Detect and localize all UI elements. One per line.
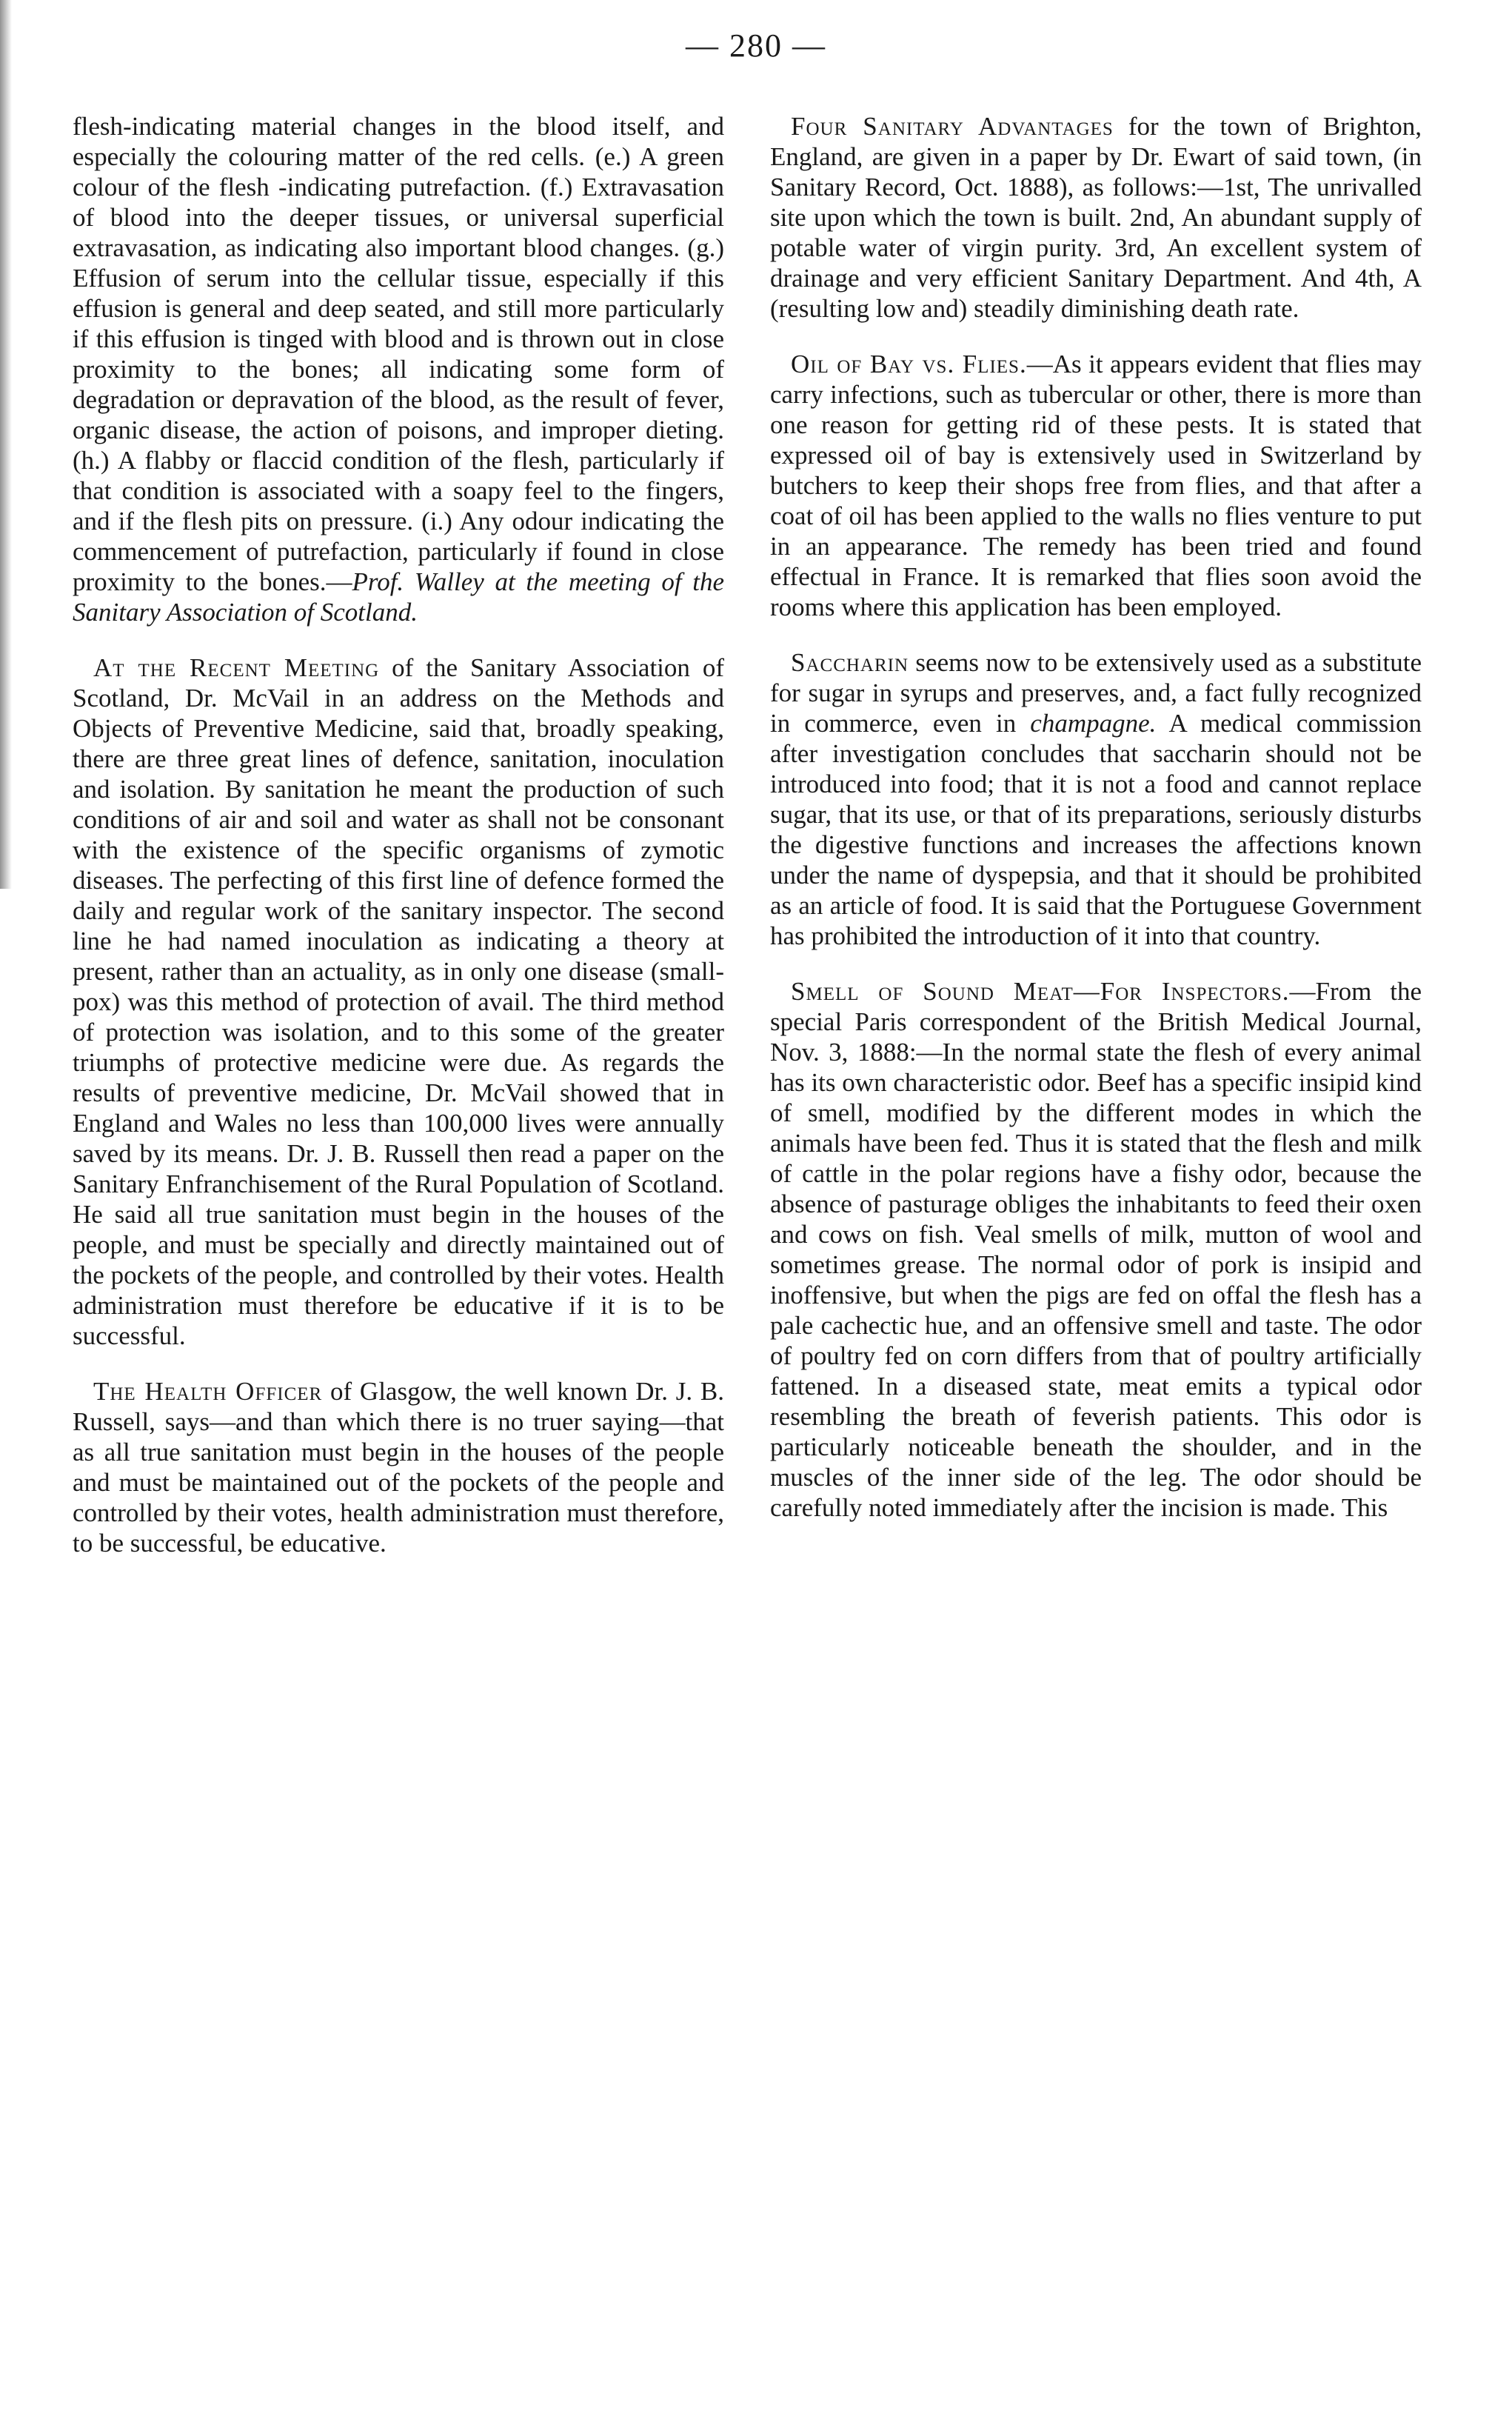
paragraph-saccharin (770, 647, 1422, 951)
paragraph-body: A medical commission after investigation concludes that saccharin should not be introduced into food; that it is not a food and cannot replace sugar, that its use, or that of its preparations, seriously disturbs the digestive functions and increases the affections known under the name of dyspepsia, and that it should be prohibited as an article of food. It is said that the Portuguese Government has prohibited the introduction of it into that country. (770, 709, 1422, 950)
paragraph-smell-of-meat (770, 976, 1422, 1523)
paragraph-body: flesh-indicating material changes in the blood itself, and especially the colouring matter of the red cells. (e.) A green colour of the flesh -indicating putrefaction. (f.) Extravasation of blood into the deeper tissues, or universal superficial extravasation, as indicating also important blood changes. (g.) Effusion of serum into the cellular tissue, especially if this effusion is general and deep seated, and still more particularly if this effusion is tinged with blood and is thrown out in close proximity to the bones; all indicating some form of degradation or depravation of the blood, as the result of fever, organic disease, the action of poisons, and improper dieting. (h.) A flabby or flaccid condition of the flesh, particularly if that condition is associated with a soapy feel to the fingers, and if the flesh pits on pressure. (i.) Any odour indicating the commencement of putrefaction, particularly if found in close proximity to the bones.— (73, 112, 724, 596)
paragraph-lead: Four Sanitary Advantages (791, 112, 1114, 141)
paragraph-lead: Smell of Sound Meat—For Inspectors. (791, 977, 1290, 1006)
paragraph-oil-of-bay (770, 349, 1422, 622)
paragraph-body: —As it appears evident that flies may carry infections, such as tubercular or other, there is more than one reason for getting rid of these pests. It is stated that expressed oil of bay is extensively used in Switzerland by butchers to keep their shops free from flies, and that after a coat of oil has been applied to the walls no flies venture to put in an appearance. The remedy has been tried and found effectual in France. It is remarked that flies soon avoid the rooms where this application has been employed. (770, 350, 1422, 621)
paragraph-sanitary-advantages (770, 111, 1422, 324)
paragraph-body: for the town of Brighton, England, are given in a paper by Dr. Ewart of said town, (in Sanitary Record, Oct. 1888), as follows:—1st, The unrivalled site upon which the town is built. 2nd, An abundant supply of potable water of virgin purity. 3rd, An excellent system of drainage and very efficient Sanitary Department. And 4th, A (resulting low and) steadily diminishing death rate. (770, 112, 1422, 323)
page-gutter-shadow (0, 0, 12, 889)
paragraph-body: of the Sanitary Association of Scotland, Dr. McVail in an address on the Methods and Objects of Preventive Medicine, said that, broadly speaking, there are three great lines of defence, sanitation, inoculation and isolation. By sanitation he meant the production of such conditions of air and soil and water as shall not be consonant with the existence of the specific organisms of zymotic diseases. The perfecting of this first line of defence formed the daily and regular work of the sanitary inspector. The second line he had named inoculation as indicating a theory at present, rather than an actuality, as in only one disease (small-pox) was this method of protection of avail. The third method of protection was isolation, and to this some of the greater triumphs of protective medicine were due. As regards the results of preventive medicine, Dr. McVail showed that in England and Wales no less than 100,000 lives were annually saved by its means. Dr. J. B. Russell then read a paper on the Sanitary Enfranchisement of the Rural Population of Scotland. He said all true sanitation must begin in the houses of the people, and must be specially and directly maintained out of the pockets of the people, and controlled by their votes. Health administration must therefore be educative if it is to be successful. (73, 653, 724, 1350)
left-column (73, 111, 724, 1584)
paragraph-lead: At the Recent Meeting (93, 653, 380, 682)
right-column (770, 111, 1422, 1548)
citation: Prof. Walley at the meeting of the Sanitary Association of Scotland. (73, 567, 724, 627)
paragraph-lead: Oil of Bay vs. Flies. (791, 350, 1027, 378)
paragraph-flesh-indications (73, 111, 724, 627)
paragraph-health-officer (73, 1376, 724, 1558)
paragraph-sanitary-meeting (73, 653, 724, 1351)
page-number: — 280 — (686, 27, 826, 64)
emphasis-champagne: champagne. (1030, 709, 1157, 738)
paragraph-lead: The Health Officer (93, 1377, 323, 1406)
paragraph-body: —From the special Paris correspondent of the British Medical Journal, Nov. 3, 1888:—In the normal state the flesh of every animal has its own characteristic odor. Beef has a specific insipid kind of smell, modified by the different modes in which the animals have been fed. Thus it is stated that the flesh and milk of cattle in the polar regions have a fishy odor, because the absence of pasturage obliges the inhabitants to feed their oxen and cows on fish. Veal smells of milk, mutton of wool and sometimes grease. The normal odor of pork is insipid and inoffensive, but when the pigs are fed on offal the flesh has a pale cachectic hue, and an offensive smell and taste. The odor of poultry fed on corn differs from that of poultry artificially fattened. In a diseased state, meat emits a typical odor resembling the breath of feverish patients. This odor is particularly noticeable beneath the shoulder, and in the muscles of the inner side of the leg. The odor should be carefully noted immediately after the incision is made. This (770, 977, 1422, 1522)
paragraph-body: of Glasgow, the well known Dr. J. B. Russell, says—and than which there is no truer saying—that as all true sanitation must begin in the houses of the people and must be maintained out of the pockets of the people and controlled by their votes, health administration must therefore, to be successful, be educative. (73, 1377, 725, 1558)
paragraph-lead: Saccharin (791, 648, 909, 677)
paragraph-body: seems now to be extensively used as a substitute for sugar in syrups and preserves, and, a fact fully recognized in commerce, even in (770, 648, 1422, 738)
